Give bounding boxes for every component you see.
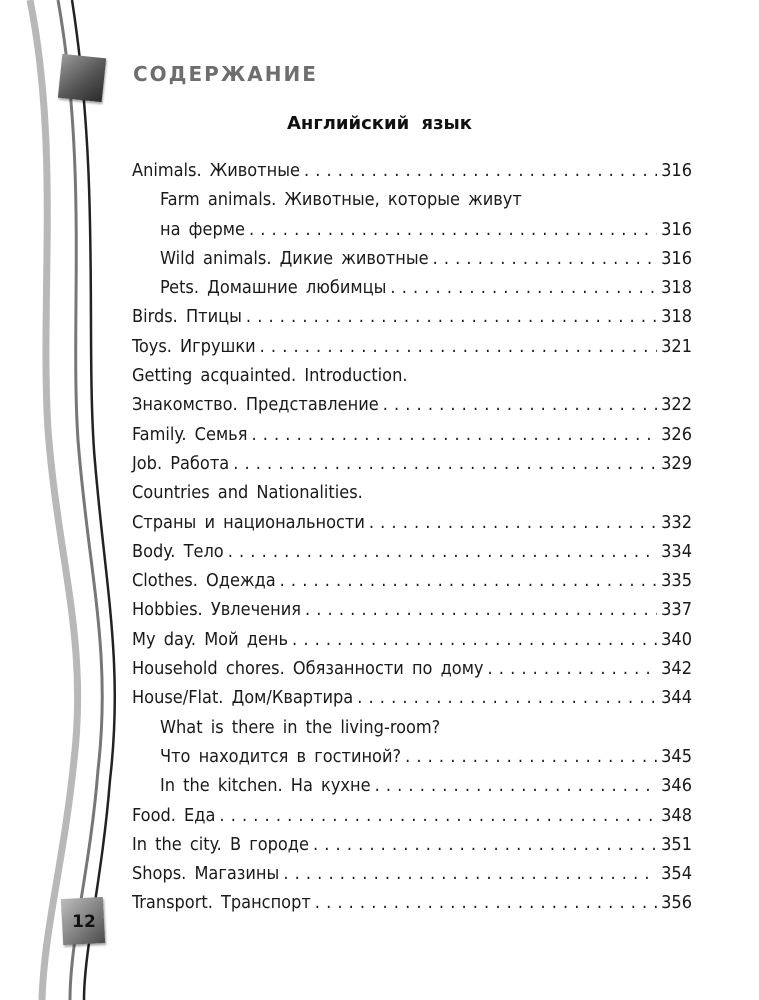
toc-entry-page: 345 [661, 745, 692, 767]
dot-leader [375, 771, 658, 800]
toc-entry-page: 346 [661, 775, 692, 797]
toc-entry-title: на ферме [160, 218, 245, 240]
toc-entry [132, 361, 692, 390]
dot-leader [246, 302, 657, 331]
subject-title: Английский язык [286, 113, 473, 134]
toc-entry [132, 215, 692, 244]
toc-entry-title: House/Flat. Дом/Квартира [132, 687, 354, 709]
toc-entry [132, 156, 692, 185]
toc-entry [132, 713, 692, 742]
toc-entry-title: Transport. Транспорт [132, 892, 311, 914]
dot-leader [305, 595, 657, 624]
dot-leader [292, 625, 657, 654]
toc-entry-title: In the kitchen. На кухне [160, 775, 371, 797]
toc-entry-title: Знакомство. Представление [132, 394, 379, 416]
toc-entry-title: Family. Семья [132, 423, 248, 445]
toc-entry [132, 478, 692, 507]
toc-entry [132, 595, 692, 624]
toc-entry-page: 322 [661, 394, 692, 416]
dot-leader [283, 859, 657, 888]
toc-entry-page: 340 [661, 628, 692, 650]
table-of-contents [132, 156, 692, 918]
toc-entry-page: 337 [661, 599, 692, 621]
dot-leader [219, 801, 657, 830]
dot-leader [249, 215, 657, 244]
toc-entry [132, 566, 692, 595]
toc-entry-title: Shops. Магазины [132, 863, 280, 885]
toc-entry-page: 326 [661, 423, 692, 445]
dot-leader [260, 332, 657, 361]
toc-entry-page: 329 [661, 452, 692, 474]
toc-entry-page: 342 [661, 658, 692, 680]
dot-leader [433, 244, 658, 273]
toc-entry-title: Animals. Животные [132, 160, 300, 181]
toc-entry-title: Birds. Птицы [132, 306, 242, 328]
toc-entry [132, 801, 692, 830]
toc-entry-title: Food. Еда [132, 804, 216, 826]
toc-entry-page: 316 [661, 247, 692, 269]
toc-entry-title: Pets. Домашние любимцы [160, 277, 387, 299]
toc-entry [132, 244, 692, 273]
toc-entry-title: Household chores. Обязанности по дому [132, 658, 484, 680]
toc-entry-title: Что находится в гостиной? [160, 745, 402, 767]
toc-entry-title: Toys. Игрушки [132, 335, 256, 357]
toc-entry [132, 273, 692, 302]
toc-entry [132, 390, 692, 419]
section-title: СОДЕРЖАНИЕ [133, 62, 318, 86]
toc-entry-title: My day. Мой день [132, 628, 289, 650]
toc-entry-title: Страны и национальности [132, 511, 365, 533]
toc-entry-page: 321 [661, 335, 692, 357]
dot-leader [280, 566, 657, 595]
toc-entry-title: Job. Работа [132, 452, 230, 474]
dot-leader [357, 683, 657, 712]
toc-entry-page: 356 [661, 892, 692, 914]
dot-leader [313, 830, 657, 859]
toc-entry-page: 348 [661, 804, 692, 826]
dot-leader [251, 420, 657, 449]
dot-leader [488, 654, 658, 683]
toc-entry-title: Clothes. Одежда [132, 570, 276, 592]
toc-entry-page: 316 [661, 160, 692, 181]
toc-entry-page: 318 [661, 306, 692, 328]
toc-entry [132, 508, 692, 537]
toc-entry-page: 334 [661, 540, 692, 562]
toc-entry [132, 888, 692, 917]
toc-entry [132, 654, 692, 683]
toc-entry-title: Farm animals. Животные, которые живут [160, 189, 522, 211]
toc-entry [132, 830, 692, 859]
toc-entry-title: Wild animals. Дикие животные [160, 247, 429, 269]
toc-entry [132, 742, 692, 771]
toc-entry [132, 859, 692, 888]
toc-entry-page: 335 [661, 570, 692, 592]
toc-entry-title: In the city. В городе [132, 833, 309, 855]
toc-entry-title: Body. Тело [132, 540, 224, 562]
dot-leader [315, 888, 657, 917]
toc-entry-title: Countries and Nationalities. [132, 482, 363, 504]
toc-entry [132, 185, 692, 214]
toc-entry-page: 318 [661, 277, 692, 299]
toc-entry-page: 316 [661, 218, 692, 240]
toc-entry-page: 351 [661, 833, 692, 855]
toc-entry [132, 625, 692, 654]
toc-entry [132, 332, 692, 361]
toc-entry-page: 344 [661, 687, 692, 709]
dot-leader [383, 390, 657, 419]
toc-entry-title: Getting acquainted. Introduction. [132, 365, 408, 387]
page-number: 12 [72, 912, 96, 932]
toc-entry-title: What is there in the living-room? [160, 716, 441, 738]
toc-entry-page: 332 [661, 511, 692, 533]
toc-entry [132, 683, 692, 712]
dot-leader [304, 156, 657, 185]
dot-leader [369, 508, 657, 537]
margin-decoration [0, 0, 130, 1000]
toc-entry-page: 354 [661, 863, 692, 885]
header-square-ornament [58, 54, 106, 102]
dot-leader [405, 742, 657, 771]
dot-leader [228, 537, 657, 566]
toc-entry [132, 420, 692, 449]
toc-entry [132, 449, 692, 478]
dot-leader [233, 449, 657, 478]
toc-entry-title: Hobbies. Увлечения [132, 599, 301, 621]
toc-entry [132, 771, 692, 800]
dot-leader [390, 273, 657, 302]
toc-entry [132, 537, 692, 566]
toc-entry [132, 302, 692, 331]
